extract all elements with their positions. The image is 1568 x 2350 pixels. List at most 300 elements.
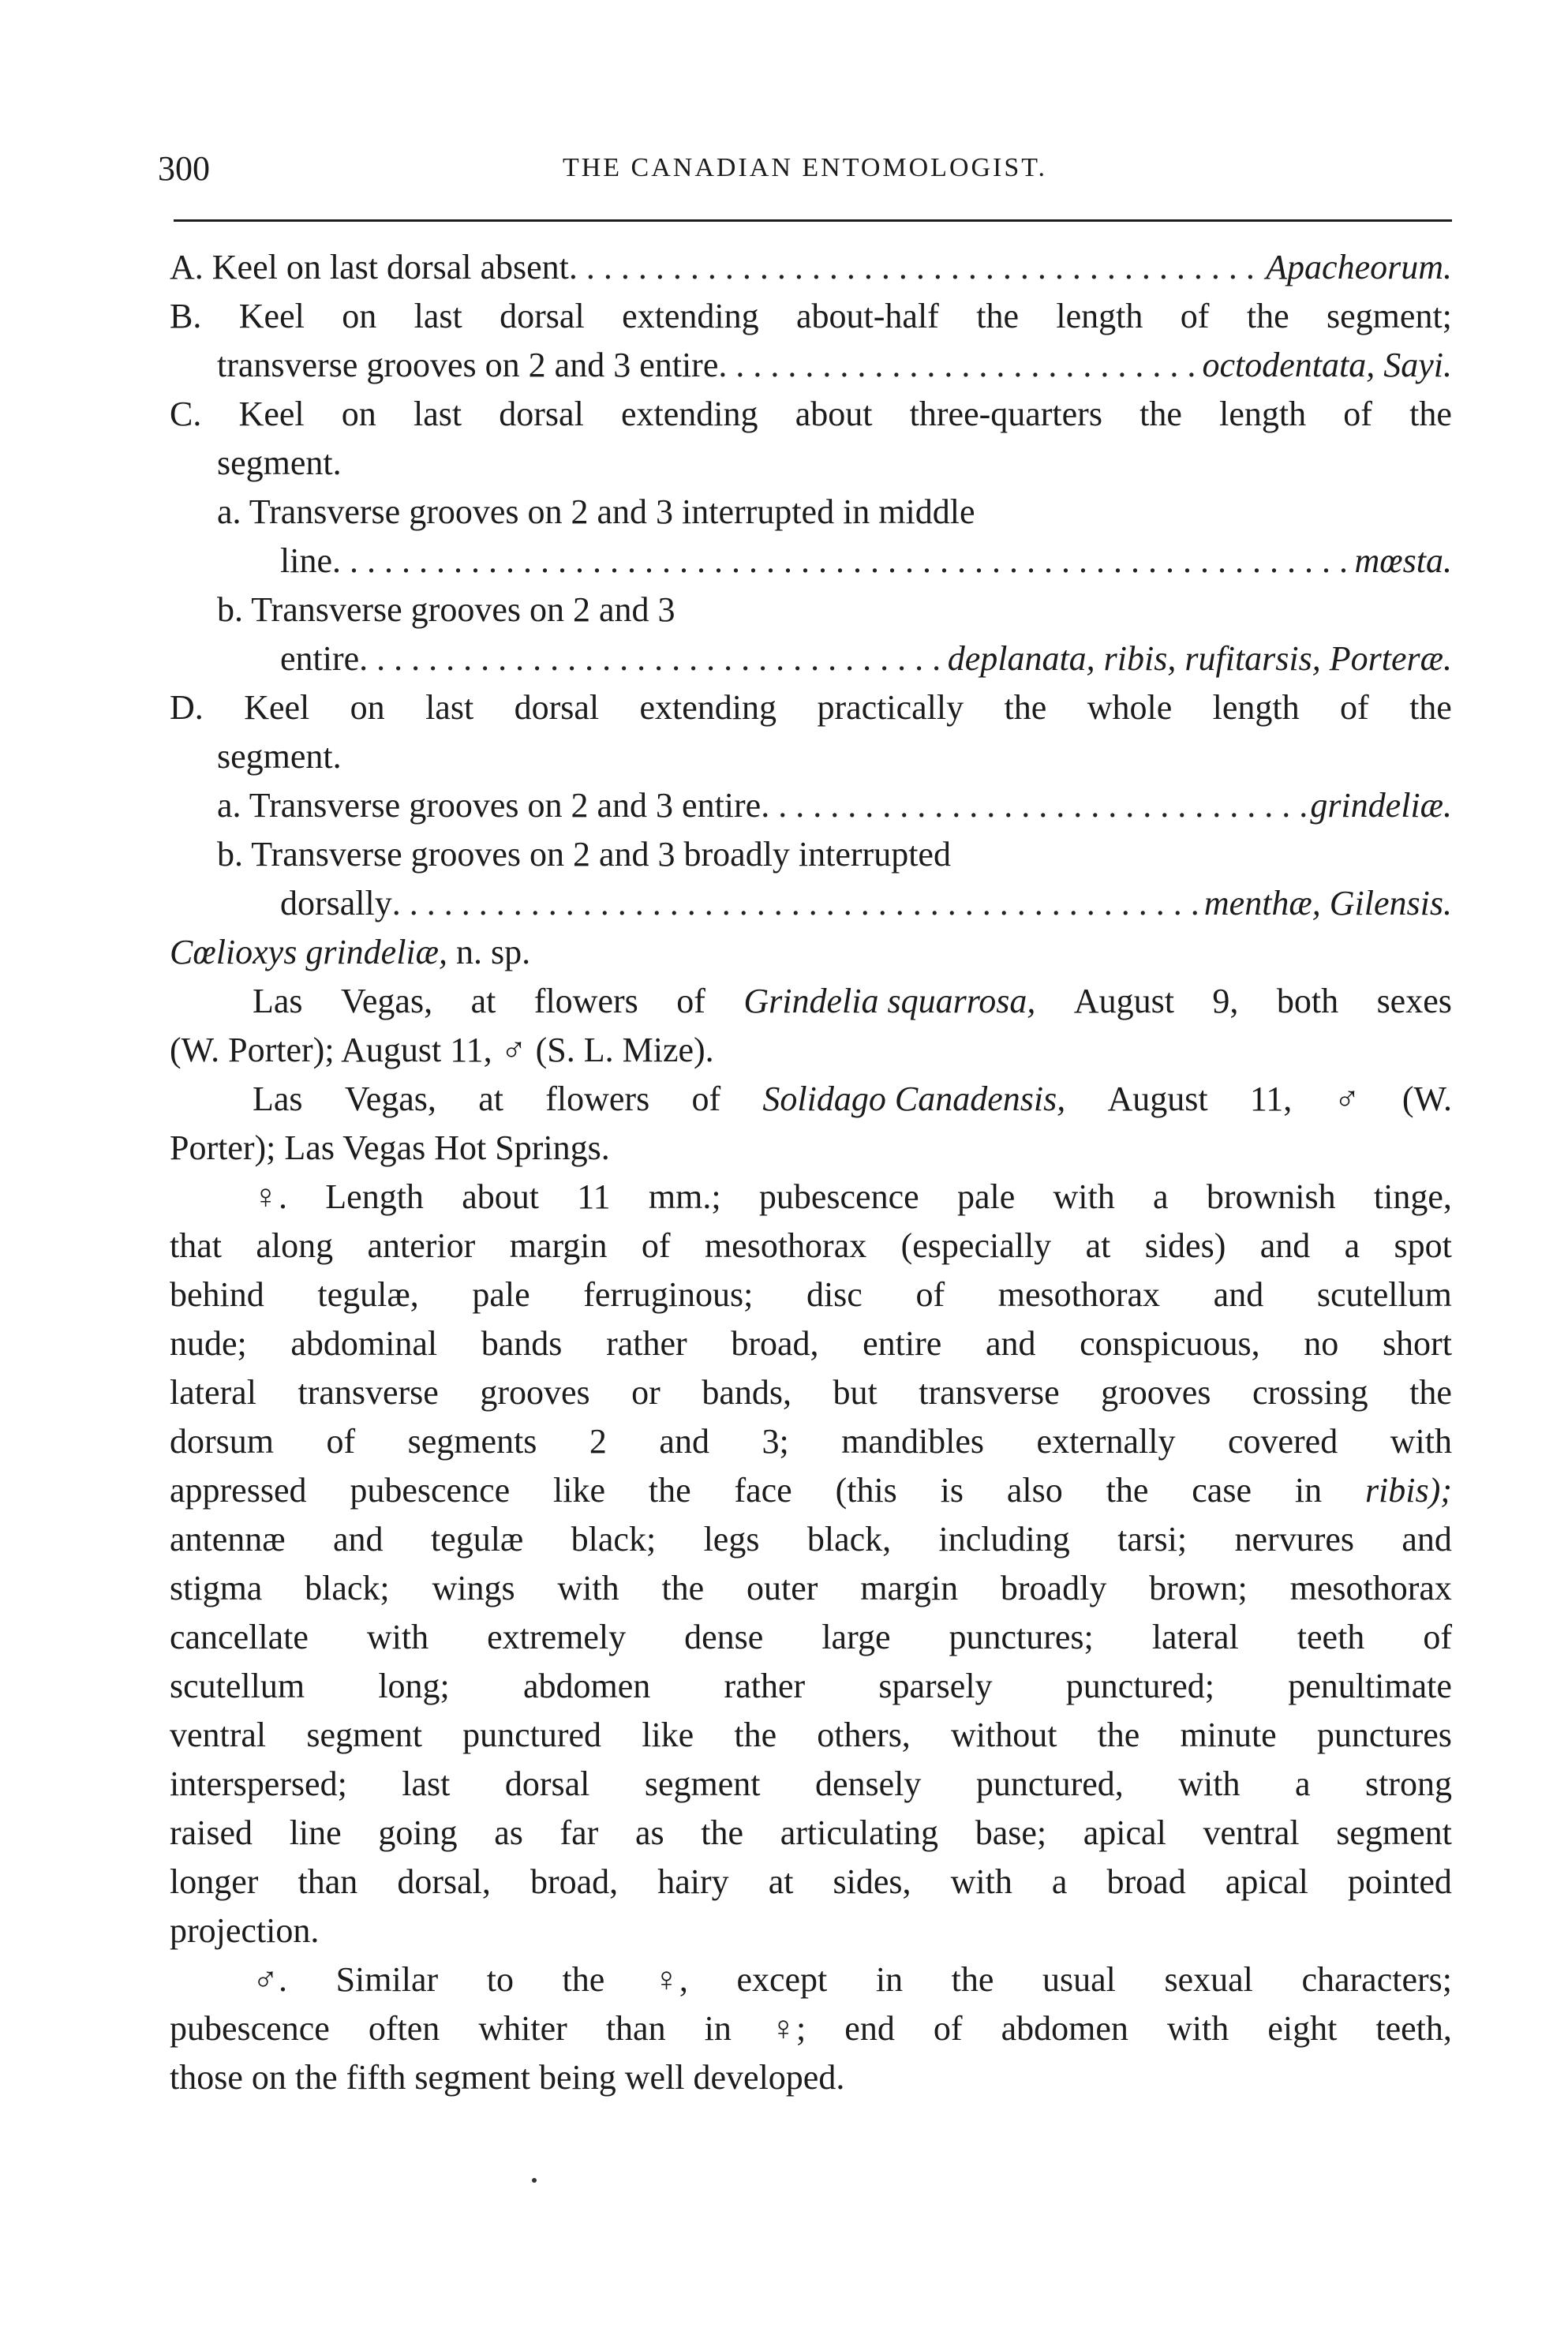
word: Length — [325, 1177, 424, 1216]
word: apical — [1225, 1862, 1308, 1901]
text-line — [170, 1417, 1452, 1466]
species-status: n. sp. — [456, 933, 531, 971]
word: 2 — [589, 1422, 607, 1461]
word: in — [704, 2009, 732, 2048]
word: ribis); — [1364, 1471, 1452, 1510]
locality-paragraph-1 — [170, 977, 1452, 1026]
key-label: B. — [170, 297, 202, 335]
word: others, — [817, 1716, 911, 1754]
word: 9, — [1212, 982, 1239, 1020]
male-description-end: those on the fifth segment being well developed. — [170, 2058, 845, 2097]
word: at — [768, 1862, 794, 1901]
leader-dots — [718, 341, 1202, 390]
word: dorsal — [514, 688, 600, 727]
key-label: C. — [170, 395, 202, 433]
word: and — [1401, 1520, 1452, 1559]
key-text: Keel on last dorsal absent — [211, 248, 569, 286]
word: than — [298, 1862, 358, 1901]
word: length — [1219, 395, 1307, 433]
word: sexual — [1164, 1960, 1253, 1999]
word: Keel — [238, 395, 305, 433]
word: the — [1097, 1716, 1140, 1754]
word: both — [1276, 982, 1339, 1020]
word: with — [1053, 1177, 1115, 1216]
word: going — [378, 1813, 458, 1852]
word: externally — [1036, 1422, 1176, 1461]
word: a — [1294, 1764, 1311, 1803]
word: at — [470, 982, 496, 1020]
word: usual — [1042, 1960, 1116, 1999]
word: longer — [170, 1862, 259, 1901]
key-text: transverse grooves on 2 and 3 entire — [217, 346, 719, 384]
word: with — [557, 1569, 619, 1607]
key-sub-b: b. Transverse grooves on 2 and 3 broadly interrupted — [217, 835, 951, 874]
word: minute — [1180, 1716, 1277, 1754]
word: bands, — [702, 1373, 791, 1412]
word: brown; — [1149, 1569, 1248, 1607]
word: on — [342, 297, 377, 335]
key-label: D. — [170, 688, 204, 727]
leader-dots — [392, 879, 1204, 928]
male-description — [170, 1955, 1452, 2053]
word: and — [1259, 1226, 1311, 1265]
word: of — [1340, 688, 1369, 727]
word: last — [425, 688, 474, 727]
key-taxon: mœsta. — [1354, 541, 1452, 580]
word: the — [701, 1813, 744, 1852]
key-sub-b: b. Transverse grooves on 2 and 3 — [217, 590, 675, 629]
word: Keel — [244, 688, 310, 727]
key-sub-b-cont — [170, 634, 1452, 683]
word: case — [1192, 1471, 1252, 1510]
word: entire — [863, 1324, 942, 1363]
word: whiter — [478, 2009, 567, 2048]
word: face — [734, 1471, 792, 1510]
word: the — [976, 297, 1019, 335]
word: the — [661, 1569, 705, 1607]
word: long; — [378, 1667, 450, 1705]
word: segment — [644, 1764, 761, 1803]
text-line — [170, 2004, 1452, 2053]
word: grooves — [480, 1373, 590, 1412]
page-number: 300 — [158, 149, 210, 188]
word: but — [833, 1373, 878, 1412]
word: margin — [860, 1569, 959, 1607]
word: broad, — [731, 1324, 819, 1363]
word: brownish — [1206, 1177, 1336, 1216]
leader-dots — [332, 537, 1355, 586]
word: is — [940, 1471, 964, 1510]
key-taxon: Apacheorum. — [1266, 248, 1452, 286]
word: of — [691, 1080, 721, 1118]
word: anterior — [367, 1226, 476, 1265]
word: dense — [684, 1618, 764, 1656]
word: like — [642, 1716, 694, 1754]
word: extending — [622, 297, 759, 335]
word: about — [462, 1177, 539, 1216]
word: the — [1246, 297, 1289, 335]
word: ♂ — [1334, 1080, 1360, 1118]
word: mesothorax — [997, 1275, 1161, 1314]
word: pubescence — [350, 1471, 511, 1510]
key-taxon: menthæ, Gilensis. — [1203, 884, 1452, 922]
key-text: entire — [280, 639, 360, 678]
word: practically — [817, 688, 964, 727]
word: of — [1423, 1618, 1452, 1656]
word: stigma — [170, 1569, 263, 1607]
word: in — [875, 1960, 904, 1999]
word: conspicuous, — [1080, 1324, 1260, 1363]
word: sexes — [1376, 982, 1452, 1020]
word: to — [486, 1960, 514, 1999]
word: Keel — [238, 297, 305, 335]
word: segment — [1336, 1813, 1452, 1852]
word: whole — [1087, 688, 1173, 727]
text-line — [170, 1466, 1452, 1515]
word: last — [414, 297, 462, 335]
word: Las — [253, 1080, 303, 1118]
word: about — [795, 395, 873, 433]
word: end — [844, 2009, 895, 2048]
word: of — [1180, 297, 1210, 335]
word: segment; — [1327, 297, 1452, 335]
word: broadly — [1000, 1569, 1107, 1607]
word: tarsi; — [1117, 1520, 1188, 1559]
word: pointed — [1347, 1862, 1452, 1901]
key-entry-d — [170, 683, 1452, 732]
text-line — [170, 1809, 1452, 1858]
key-text: segment. — [217, 737, 342, 776]
word: the — [1140, 395, 1182, 433]
running-head: THE CANADIAN ENTOMOLOGIST. — [562, 153, 1048, 182]
word: dorsal — [500, 297, 585, 335]
word: (W. — [1401, 1080, 1452, 1118]
word: with — [366, 1618, 429, 1656]
word: Similar — [335, 1960, 439, 1999]
word: pubescence — [170, 2009, 330, 2048]
word: a — [1153, 1177, 1169, 1216]
word: rather — [724, 1667, 806, 1705]
word: with — [1167, 2009, 1229, 2048]
word: no — [1304, 1324, 1339, 1363]
text-line — [170, 1368, 1452, 1417]
word: punctures; — [949, 1618, 1094, 1656]
word: mm.; — [648, 1177, 721, 1216]
text-line — [170, 1222, 1452, 1270]
identification-key — [170, 243, 1452, 928]
word: behind — [170, 1275, 264, 1314]
word: with — [950, 1862, 1012, 1901]
text-line — [170, 1858, 1452, 1907]
word: and — [333, 1520, 384, 1559]
page-body — [170, 243, 1452, 2102]
key-entry-c — [170, 390, 1452, 439]
word: tegulæ, — [317, 1275, 419, 1314]
word: the — [1106, 1471, 1149, 1510]
word: scutellum — [170, 1667, 305, 1705]
word: 11 — [577, 1177, 611, 1216]
word: 11, — [1249, 1080, 1293, 1118]
word: broad, — [530, 1862, 619, 1901]
word: outer — [747, 1569, 818, 1607]
word: of — [326, 1422, 356, 1461]
leader-dots — [569, 243, 1266, 292]
word: dorsal — [499, 395, 584, 433]
word: interspersed; — [170, 1764, 347, 1803]
word: dorsal — [504, 1764, 590, 1803]
word: cancellate — [170, 1618, 309, 1656]
word: segments — [407, 1422, 537, 1461]
key-entry-b — [170, 292, 1452, 341]
word: as — [634, 1813, 664, 1852]
word: at — [1085, 1226, 1111, 1265]
word: of — [915, 1275, 945, 1314]
key-text: segment. — [217, 443, 342, 482]
word: lateral — [170, 1373, 256, 1412]
word: line — [289, 1813, 342, 1852]
word: penultimate — [1288, 1667, 1452, 1705]
text-line — [170, 1955, 1452, 2004]
word: articulating — [780, 1813, 939, 1852]
word: as — [494, 1813, 523, 1852]
word: the — [562, 1960, 605, 1999]
word: ventral — [1203, 1813, 1300, 1852]
word: often — [368, 2009, 440, 2048]
word: appressed — [170, 1471, 307, 1510]
key-label: A. — [170, 248, 204, 286]
word: crossing — [1252, 1373, 1368, 1412]
species-heading — [170, 928, 1452, 977]
word: abdomen — [1001, 2009, 1128, 2048]
key-sub-b-cont — [170, 879, 1452, 928]
word: with — [1390, 1422, 1452, 1461]
word: transverse — [298, 1373, 439, 1412]
word: of — [1343, 395, 1372, 433]
word: the — [951, 1960, 994, 1999]
word: extending — [639, 688, 777, 727]
text-line — [170, 1662, 1452, 1711]
word: or — [631, 1373, 661, 1412]
word: August — [1073, 982, 1174, 1020]
word: ferruginous; — [583, 1275, 754, 1314]
word: rather — [606, 1324, 687, 1363]
key-taxon: grindeliæ. — [1310, 786, 1452, 825]
word: pubescence — [758, 1177, 919, 1216]
leader-dots — [359, 634, 948, 683]
word: transverse — [919, 1373, 1060, 1412]
text-line — [170, 1760, 1452, 1809]
word: dorsum — [170, 1422, 274, 1461]
word: tinge, — [1373, 1177, 1452, 1216]
word: punctured; — [1065, 1667, 1214, 1705]
word: last — [413, 395, 462, 433]
word: extremely — [487, 1618, 627, 1656]
word: (this — [835, 1471, 897, 1510]
word: black; — [305, 1569, 390, 1607]
word: sparsely — [878, 1667, 993, 1705]
text-line — [170, 1613, 1452, 1662]
word: Vegas, — [341, 982, 433, 1020]
word: pale — [472, 1275, 530, 1314]
word: far — [559, 1813, 599, 1852]
word: last — [402, 1764, 451, 1803]
word: teeth — [1297, 1618, 1365, 1656]
locality-paragraph-2 — [170, 1075, 1452, 1124]
word: tegulæ — [430, 1520, 524, 1559]
word: ♀, — [653, 1960, 688, 1999]
key-sub-a-cont — [170, 537, 1452, 586]
key-entry-a — [170, 243, 1452, 292]
word: mesothorax — [1289, 1569, 1452, 1607]
word: mandibles — [841, 1422, 985, 1461]
word: grooves — [1101, 1373, 1211, 1412]
word: ventral — [170, 1716, 267, 1754]
word: nude; — [170, 1324, 247, 1363]
text-line — [170, 1564, 1452, 1613]
word: scutellum — [1316, 1275, 1452, 1314]
word: segment — [306, 1716, 422, 1754]
word: punctures — [1316, 1716, 1452, 1754]
word: Vegas, — [344, 1080, 436, 1118]
plant-name: Grindelia squarrosa, — [743, 982, 1036, 1020]
word: black; — [571, 1520, 657, 1559]
word: ♂. — [253, 1960, 287, 1999]
word: raised — [170, 1813, 253, 1852]
key-text: line — [280, 541, 332, 580]
word: legs — [703, 1520, 760, 1559]
word: densely — [814, 1764, 922, 1803]
text-line — [170, 1173, 1452, 1222]
word: that — [170, 1226, 222, 1265]
word: antennæ — [170, 1520, 286, 1559]
word: along — [256, 1226, 334, 1265]
locality-paragraph-1-cont: (W. Porter); August 11, ♂ (S. L. Mize). — [170, 1031, 714, 1069]
word: ♀. — [253, 1177, 287, 1216]
word: of — [933, 2009, 963, 2048]
word: pale — [956, 1177, 1016, 1216]
key-taxon: octodentata, Sayi. — [1202, 346, 1452, 384]
word: dorsal, — [397, 1862, 491, 1901]
word: three-quarters — [909, 395, 1102, 433]
word: strong — [1364, 1764, 1452, 1803]
text-line — [170, 1270, 1452, 1319]
word: extending — [621, 395, 758, 433]
word: including — [938, 1520, 1070, 1559]
word: on — [341, 395, 376, 433]
word: and — [1213, 1275, 1264, 1314]
word: flowers — [545, 1080, 650, 1118]
word: the — [1409, 395, 1452, 433]
word: hairy — [657, 1862, 729, 1901]
key-text: a. Transverse grooves on 2 and 3 entire — [217, 786, 762, 825]
word: abdomen — [523, 1667, 651, 1705]
text-line — [170, 1711, 1452, 1760]
word: mesothorax — [704, 1226, 867, 1265]
word: short — [1382, 1324, 1452, 1363]
word: of — [641, 1226, 671, 1265]
header-rule — [174, 219, 1452, 222]
text-line — [170, 1319, 1452, 1368]
species-name: Cœlioxys grindeliæ, — [170, 933, 447, 971]
word: 3; — [762, 1422, 789, 1461]
word: except — [736, 1960, 828, 1999]
word: spot — [1394, 1226, 1452, 1265]
word: sides) — [1144, 1226, 1226, 1265]
page-header — [158, 148, 1452, 188]
key-sub-a — [170, 781, 1452, 830]
word: margin — [509, 1226, 608, 1265]
word: in — [1294, 1471, 1323, 1510]
word: ♀; — [769, 2009, 806, 2048]
word: the — [734, 1716, 777, 1754]
word: teeth, — [1375, 2009, 1452, 2048]
word: characters; — [1301, 1960, 1452, 1999]
word: a — [1344, 1226, 1360, 1265]
word: nervures — [1234, 1520, 1355, 1559]
word: punctured — [462, 1716, 602, 1754]
word: apical — [1083, 1813, 1166, 1852]
word: abdominal — [290, 1324, 438, 1363]
word: black, — [806, 1520, 892, 1559]
word: on — [350, 688, 385, 727]
word: length — [1056, 297, 1143, 335]
word: and — [985, 1324, 1036, 1363]
key-entry-b-cont — [170, 341, 1452, 390]
word: without — [950, 1716, 1057, 1754]
key-taxon: deplanata, ribis, rufitarsis, Porteræ. — [947, 639, 1452, 678]
word: base; — [975, 1813, 1047, 1852]
word: length — [1212, 688, 1300, 727]
word: eight — [1267, 2009, 1338, 2048]
word: also — [1006, 1471, 1063, 1510]
word: a — [1051, 1862, 1068, 1901]
word: Las — [253, 982, 303, 1020]
locality-paragraph-2-cont: Porter); Las Vegas Hot Springs. — [170, 1128, 610, 1167]
word: the — [1409, 1373, 1452, 1412]
word: about-half — [796, 297, 939, 335]
key-sub-a: a. Transverse grooves on 2 and 3 interrupted in middle — [217, 492, 975, 531]
word: at — [478, 1080, 503, 1118]
word: and — [659, 1422, 709, 1461]
word: August — [1107, 1080, 1208, 1118]
word: the — [648, 1471, 691, 1510]
word: sides, — [833, 1862, 911, 1901]
word: the — [1409, 688, 1452, 727]
word: the — [1004, 688, 1047, 727]
text-line — [170, 1515, 1452, 1564]
word: covered — [1227, 1422, 1338, 1461]
word: large — [821, 1618, 891, 1656]
word: bands — [481, 1324, 563, 1363]
word: punctured, — [975, 1764, 1124, 1803]
word: with — [1178, 1764, 1241, 1803]
leader-dots — [761, 781, 1310, 830]
word: (especially — [900, 1226, 1052, 1265]
key-text: dorsally — [280, 884, 392, 922]
word: broad — [1106, 1862, 1186, 1901]
word: wings — [432, 1569, 515, 1607]
plant-name: Solidago Canadensis, — [762, 1080, 1066, 1118]
word: than — [605, 2009, 666, 2048]
word: disc — [806, 1275, 863, 1314]
female-description — [170, 1173, 1452, 1907]
print-speck — [532, 2178, 537, 2183]
word: like — [553, 1471, 605, 1510]
female-description-end: projection. — [170, 1911, 320, 1950]
word: of — [676, 982, 705, 1020]
word: flowers — [533, 982, 638, 1020]
word: lateral — [1151, 1618, 1239, 1656]
